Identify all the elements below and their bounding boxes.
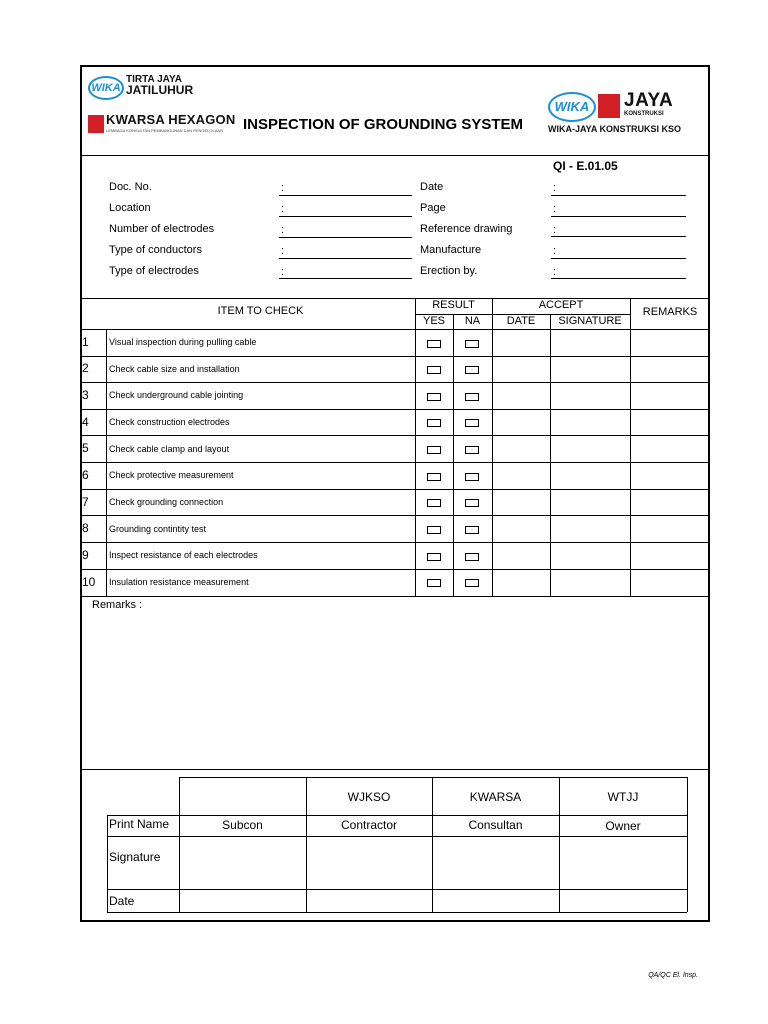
- na-checkbox[interactable]: [465, 340, 479, 348]
- tirta-line1: TIRTA JAYA: [126, 74, 182, 85]
- type-electrodes-field[interactable]: [279, 278, 412, 279]
- signoff-role-consultan: Consultan: [468, 818, 523, 832]
- yes-checkbox[interactable]: [427, 446, 441, 454]
- field-colon: :: [553, 245, 557, 257]
- signoff-line: [107, 836, 687, 837]
- table-row-line: [80, 435, 710, 436]
- yes-header: YES: [422, 315, 445, 327]
- field-colon: :: [281, 203, 285, 215]
- na-header: NA: [464, 315, 481, 327]
- doc-no-field[interactable]: [279, 195, 412, 196]
- table-col-line: [550, 314, 551, 596]
- row-item: Check cable clamp and layout: [109, 444, 230, 454]
- row-item: Check grounding connection: [109, 497, 224, 507]
- na-checkbox[interactable]: [465, 499, 479, 507]
- kwarsa-tagline: LEMBAGA KONSULTAN PEMBANGUNAN DAN PENGELOLAAN: [106, 128, 223, 133]
- signoff-org-wjkso: WJKSO: [347, 790, 391, 804]
- signoff-col: [107, 815, 108, 912]
- field-label-type-conductors: Type of conductors: [109, 244, 202, 256]
- form-code: QI - E.01.05: [553, 159, 618, 173]
- na-checkbox[interactable]: [465, 473, 479, 481]
- row-number: 8: [82, 521, 89, 535]
- field-label-number-electrodes: Number of electrodes: [109, 223, 215, 235]
- yes-checkbox[interactable]: [427, 553, 441, 561]
- table-col-line: [415, 298, 416, 596]
- row-number: 3: [82, 388, 89, 402]
- signoff-col: [179, 777, 180, 912]
- wika-logo-right: WIKA: [548, 92, 596, 122]
- field-colon: :: [553, 224, 557, 236]
- field-colon: :: [281, 245, 285, 257]
- field-colon: :: [553, 203, 557, 215]
- yes-checkbox[interactable]: [427, 393, 441, 401]
- table-row-line: [80, 356, 710, 357]
- table-col-line: [106, 329, 107, 596]
- yes-checkbox[interactable]: [427, 340, 441, 348]
- footer-code: QA/QC El. Insp.: [648, 972, 698, 979]
- row-number: 5: [82, 441, 89, 455]
- na-checkbox[interactable]: [465, 553, 479, 561]
- remarks-header: REMARKS: [642, 306, 698, 318]
- yes-checkbox[interactable]: [427, 419, 441, 427]
- reference-drawing-field[interactable]: [551, 236, 686, 237]
- table-row-line: [80, 462, 710, 463]
- type-conductors-field[interactable]: [279, 258, 412, 259]
- na-checkbox[interactable]: [465, 579, 479, 587]
- signature-header: SIGNATURE: [558, 315, 622, 327]
- page-title: INSPECTION OF GROUNDING SYSTEM: [243, 116, 524, 133]
- row-item: Check protective measurement: [109, 470, 234, 480]
- signature-label: Signature: [109, 850, 161, 864]
- signoff-line: [107, 889, 687, 890]
- remarks-label: Remarks :: [92, 599, 143, 611]
- na-checkbox[interactable]: [465, 526, 479, 534]
- table-header-bottom: [80, 329, 710, 330]
- tirta-jaya-logo: [126, 75, 193, 95]
- remarks-bottom-line: [80, 769, 710, 770]
- accept-header: ACCEPT: [538, 299, 584, 311]
- row-number: 4: [82, 415, 89, 429]
- signoff-line: [107, 815, 687, 816]
- signoff-role-owner: Owner: [605, 819, 641, 833]
- wika-logo-left: WIKA: [88, 76, 124, 100]
- table-row-line: [80, 382, 710, 383]
- row-number: 7: [82, 495, 89, 509]
- field-colon: :: [281, 266, 285, 278]
- yes-checkbox[interactable]: [427, 366, 441, 374]
- yes-checkbox[interactable]: [427, 499, 441, 507]
- number-electrodes-field[interactable]: [279, 237, 412, 238]
- field-label-erection-by: Erection by.: [420, 265, 478, 277]
- jaya-word: JAYA: [624, 90, 674, 111]
- field-colon: :: [281, 224, 285, 236]
- na-checkbox[interactable]: [465, 446, 479, 454]
- table-row-line: [80, 542, 710, 543]
- row-item: Grounding contintity test: [109, 524, 207, 534]
- table-col-line: [453, 314, 454, 596]
- signoff-line: [107, 912, 687, 913]
- row-item: Visual inspection during pulling cable: [109, 337, 257, 347]
- row-item: Check construction electrodes: [109, 417, 230, 427]
- header-divider: [80, 155, 710, 156]
- field-colon: :: [553, 266, 557, 278]
- table-row-line: [80, 409, 710, 410]
- signoff-role-contractor: Contractor: [340, 818, 398, 832]
- table-row-line: [80, 569, 710, 570]
- tirta-line2: JATILUHUR: [126, 83, 194, 97]
- field-label-date: Date: [420, 181, 444, 193]
- row-number: 6: [82, 468, 89, 482]
- row-item: Insulation resistance measurement: [109, 577, 249, 587]
- jaya-logo-mark: [598, 94, 620, 118]
- yes-checkbox[interactable]: [427, 526, 441, 534]
- field-label-reference-drawing: Reference drawing: [420, 223, 513, 235]
- na-checkbox[interactable]: [465, 393, 479, 401]
- field-label-doc-no: Doc. No.: [109, 181, 152, 193]
- result-header: RESULT: [432, 299, 475, 311]
- kwarsa-logo-mark: [88, 115, 104, 133]
- page-field[interactable]: [551, 216, 686, 217]
- table-col-line: [630, 298, 631, 596]
- signoff-line: [179, 777, 687, 778]
- signoff-col: [687, 777, 688, 912]
- row-number: 9: [82, 548, 89, 562]
- row-item: Check cable size and installation: [109, 364, 240, 374]
- erection-by-field[interactable]: [551, 278, 686, 279]
- signoff-role-subcon: Subcon: [222, 818, 263, 832]
- jaya-kso-name: WIKA-JAYA KONSTRUKSI KSO: [548, 124, 682, 134]
- field-colon: :: [281, 182, 285, 194]
- row-number: 2: [82, 361, 89, 375]
- na-checkbox[interactable]: [465, 419, 479, 427]
- field-label-page: Page: [420, 202, 446, 214]
- table-col-line: [492, 298, 493, 596]
- na-checkbox[interactable]: [465, 366, 479, 374]
- manufacture-field[interactable]: [551, 258, 686, 259]
- row-number: 1: [82, 335, 89, 349]
- item-header: ITEM TO CHECK: [217, 305, 304, 317]
- location-field[interactable]: [279, 216, 412, 217]
- field-label-location: Location: [109, 202, 151, 214]
- date-label: Date: [109, 894, 135, 908]
- field-label-type-electrodes: Type of electrodes: [109, 265, 199, 277]
- row-item: Inspect resistance of each electrodes: [109, 550, 258, 560]
- field-colon: :: [553, 182, 557, 194]
- field-label-manufacture: Manufacture: [420, 244, 482, 256]
- table-row-line: [80, 489, 710, 490]
- signoff-org-kwarsa: KWARSA: [469, 790, 522, 804]
- date-field[interactable]: [551, 195, 686, 196]
- yes-checkbox[interactable]: [427, 579, 441, 587]
- print-name-label: Print Name: [109, 817, 170, 831]
- table-bottom-border: [80, 596, 710, 597]
- table-row-line: [80, 515, 710, 516]
- kwarsa-name: KWARSA HEXAGON: [106, 112, 236, 127]
- date-header: DATE: [506, 315, 536, 327]
- row-item: Check underground cable jointing: [109, 390, 244, 400]
- jaya-konstruksi: KONSTRUKSI: [624, 111, 664, 117]
- yes-checkbox[interactable]: [427, 473, 441, 481]
- row-number: 10: [82, 575, 96, 589]
- signoff-org-wtjj: WTJJ: [607, 790, 639, 804]
